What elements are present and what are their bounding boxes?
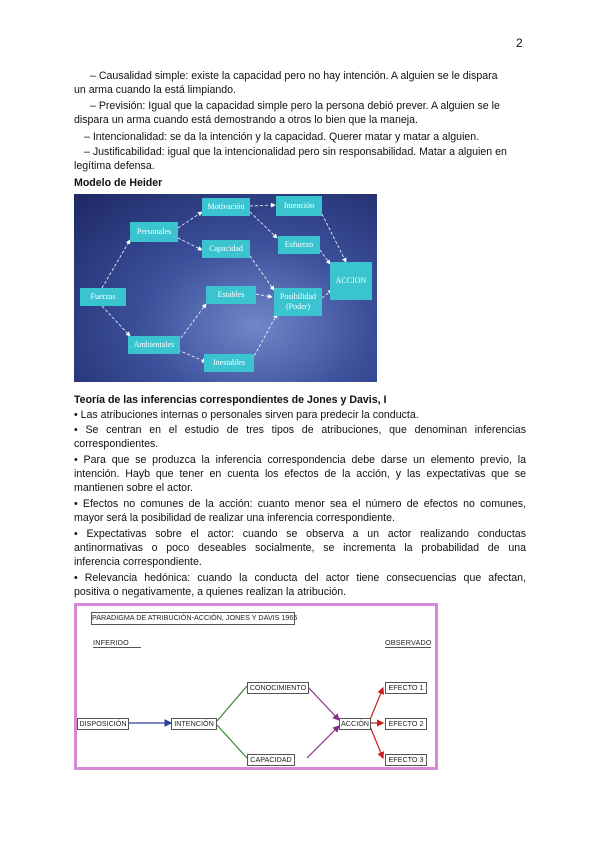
jd-node-efecto3: EFECTO 3	[385, 754, 427, 766]
jd-node-intencion: INTENCIÓN	[171, 718, 217, 730]
bullet-line: mayor será la posibilidad de realizar una inferencia correspondiente.	[74, 512, 395, 524]
jones-davis-diagram	[74, 603, 438, 770]
jd-node-conocimiento: CONOCIMIENTO	[247, 682, 309, 694]
heider-node-motivacion: Motivación	[202, 198, 250, 216]
jd-node-efecto1: EFECTO 1	[385, 682, 427, 694]
heider-node-ambientales: Ambientales	[128, 336, 180, 354]
paragraph-causalidad-line1: – Causalidad simple: existe la capacidad pero no hay intención. A alguien se le dispara	[90, 70, 498, 82]
bullet-line: • Relevancia hedónica: cuando la conducta del actor tiene consecuencias que afectan,	[74, 572, 526, 584]
jones-davis-heading: Teoría de las inferencias correspondientes de Jones y Davis, I	[74, 394, 387, 406]
bullet-line: • Efectos no comunes de la acción: cuanto menor sea el número de efectos no comunes,	[74, 498, 526, 510]
paragraph-causalidad-line2: un arma cuando la está limpiando.	[74, 84, 236, 96]
heider-node-esfuerzo: Esfuerzo	[278, 236, 320, 254]
jd-node-capacidad: CAPACIDAD	[247, 754, 295, 766]
bullet-line: positiva o negativamente, a quienes realizan la atribución.	[74, 586, 347, 598]
heider-diagram	[74, 194, 377, 382]
heider-node-personales: Personales	[130, 222, 178, 242]
bullet-line: intención. Hayb que tener en cuenta los efectos de la acción, y las expectativas que se	[74, 468, 526, 480]
bullet-line: • Expectativas sobre el actor: cuando se observa a un actor realizando conductas	[74, 528, 526, 540]
heider-node-posibilidad: Posibilidad (Poder)	[274, 288, 322, 316]
heider-node-intencion: Intención	[276, 196, 322, 216]
jd-observado-label: OBSERVADO	[385, 638, 432, 647]
page-number: 2	[516, 36, 523, 50]
bullet-line: mantienen sobre el actor.	[74, 482, 193, 494]
paragraph-justificabilidad-line2: legítima defensa.	[74, 160, 155, 172]
paragraph-justificabilidad-line1: – Justificabilidad: igual que la intencionalidad pero sin responsabilidad. Matar a alguien en	[84, 146, 507, 158]
heider-node-fuerzas: Fuerzas	[80, 288, 126, 306]
jd-node-accion: ACCIÓN	[339, 718, 371, 730]
paragraph-intencionalidad: – Intencionalidad: se da la intención y la capacidad. Querer matar y matar a alguien.	[84, 131, 480, 143]
bullet-line: antinormativas o poco deseables socialmente, se incrementa la probabilidad de una	[74, 542, 526, 554]
heider-heading: Modelo de Heider	[74, 177, 163, 189]
heider-node-inestables: Inestables	[204, 354, 254, 372]
bullet-line: • Se centran en el estudio de tres tipos de atribuciones, que denominan inferencias	[74, 424, 526, 436]
bullet-line: • Para que se produzca la inferencia correspondencia debe darse un elemento previo, la	[74, 454, 526, 466]
heider-node-estables: Estables	[206, 286, 256, 304]
bullet-line: inferencia correspondiente.	[74, 556, 202, 568]
bullet-line: correspondientes.	[74, 438, 159, 450]
paragraph-prevision-line1: – Previsión: Igual que la capacidad simple pero la persona debió prever. A alguien se le	[90, 100, 500, 112]
bullet-line: • Las atribuciones internas o personales sirven para predecir la conducta.	[74, 409, 419, 421]
jd-node-efecto2: EFECTO 2	[385, 718, 427, 730]
jd-title: PARADIGMA DE ATRIBUCIÓN-ACCIÓN, JONES Y DAVIS 1965	[91, 612, 295, 625]
jd-inferido-label: INFERIDO	[93, 638, 141, 648]
heider-node-accion: ACCION	[330, 262, 372, 300]
heider-node-capacidad: Capacidad	[202, 240, 250, 258]
paragraph-prevision-line2: dispara un arma cuando está demostrando a otros lo bien que la maneja.	[74, 114, 418, 126]
jd-node-disposicion: DISPOSICIÓN	[77, 718, 129, 730]
